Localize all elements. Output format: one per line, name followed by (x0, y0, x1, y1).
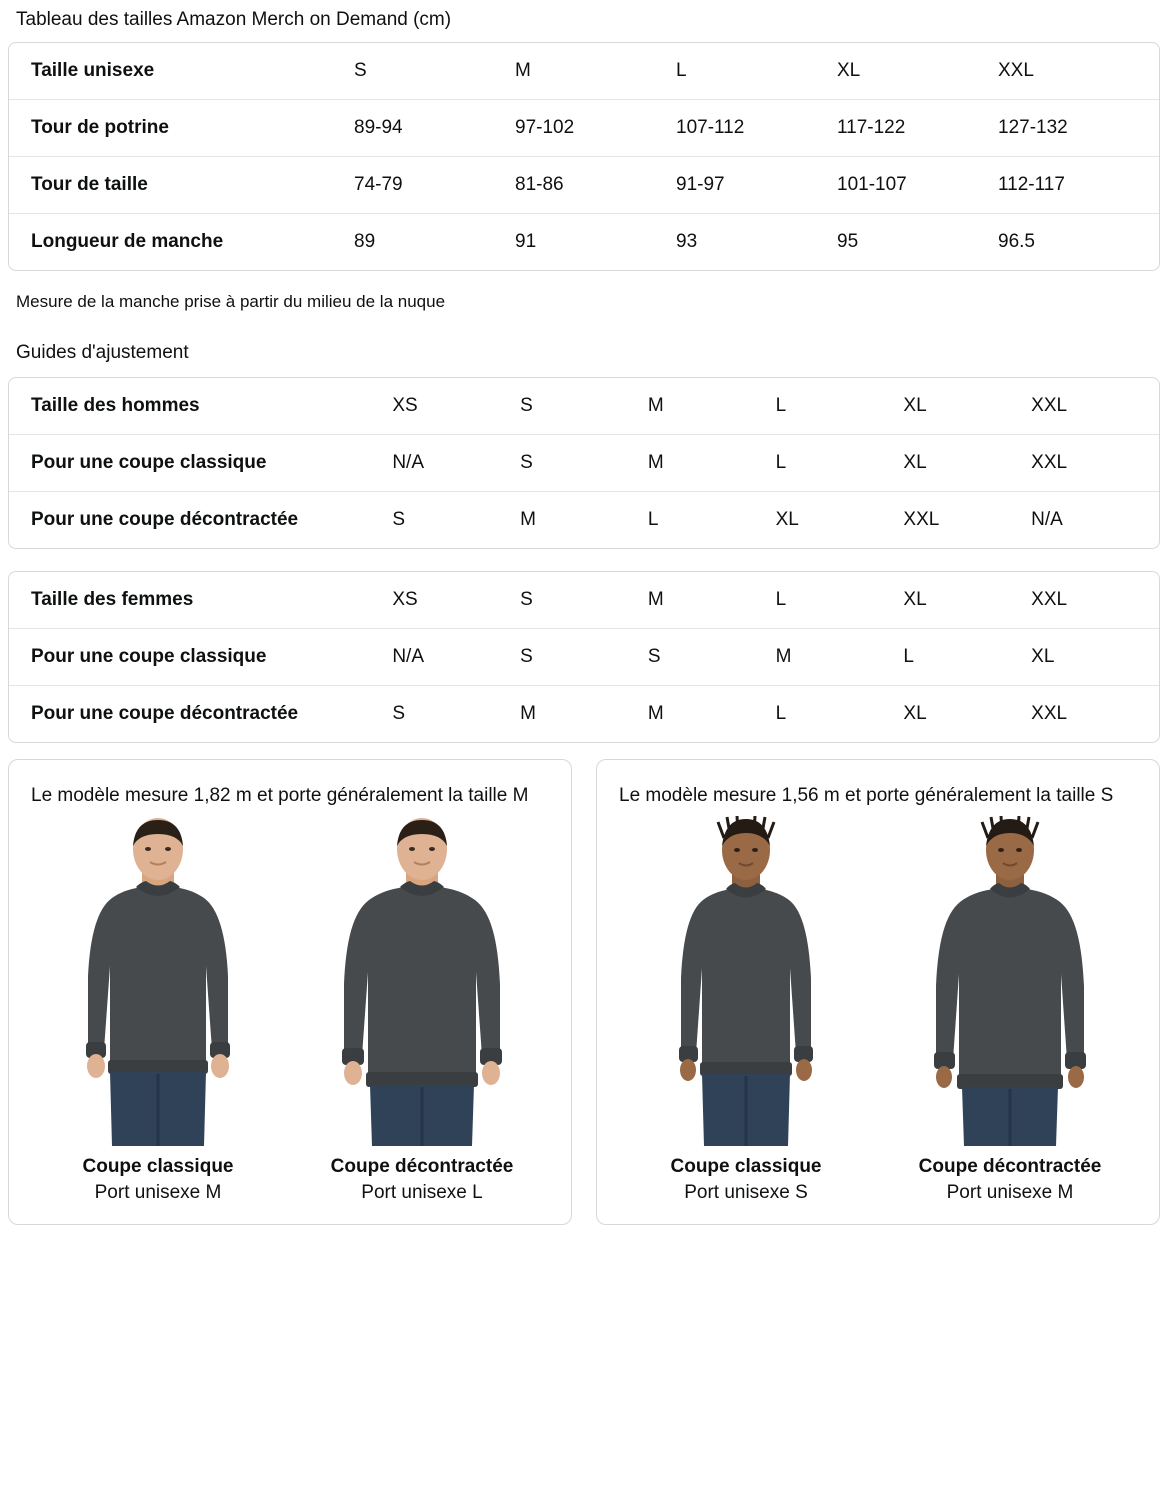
figure-wearing-label: Port unisexe M (946, 1182, 1074, 1203)
cell: M (520, 509, 536, 530)
cell: N/A (392, 629, 520, 686)
model-card-title: Le modèle mesure 1,56 m et porte généralement la taille S (619, 785, 1114, 806)
fit-guides-heading: Guides d'ajustement (16, 342, 189, 363)
cell: S (520, 435, 648, 492)
cell: 91-97 (676, 157, 837, 214)
cell: S (354, 43, 515, 100)
cell: N/A (392, 435, 520, 492)
model-card-title: Le modèle mesure 1,82 m et porte généralement la taille M (31, 785, 529, 806)
cell: XXL (998, 43, 1159, 100)
cell: S (392, 703, 406, 724)
women-fit-table-container (8, 571, 1160, 743)
cell: 95 (837, 231, 859, 252)
figure-wearing-label: Port unisexe S (684, 1182, 808, 1203)
sleeve-measure-note: Mesure de la manche prise à partir du milieu de la nuque (16, 292, 446, 311)
cell: L (776, 572, 904, 629)
table-row (9, 100, 1159, 157)
cell: XL (903, 378, 1031, 435)
cell: 112-117 (998, 157, 1159, 214)
cell: XL (903, 435, 1031, 492)
cell: 89 (354, 231, 376, 252)
figure-wearing-label: Port unisexe L (361, 1182, 483, 1203)
row-header: Pour une coupe décontractée (31, 509, 299, 530)
cell: 81-86 (515, 157, 676, 214)
row-header: Pour une coupe décontractée (31, 703, 299, 724)
table-row (9, 378, 1159, 435)
cell: S (520, 629, 648, 686)
table-row (9, 686, 1159, 743)
cell: L (776, 378, 904, 435)
figure-male-relaxed (298, 816, 547, 1206)
measurement-table-container (8, 42, 1160, 271)
cell: M (776, 629, 904, 686)
cell: XL (775, 509, 799, 530)
table-row (9, 214, 1159, 271)
cell: M (648, 572, 776, 629)
cell: 89-94 (354, 100, 515, 157)
cell: S (648, 629, 776, 686)
female-model-relaxed-illustration (910, 816, 1110, 1146)
figures-group (31, 816, 549, 1206)
cell: XL (903, 572, 1031, 629)
cell: 91 (515, 231, 537, 252)
cell: XXL (1031, 378, 1159, 435)
row-header: Tour de taille (9, 157, 354, 214)
cell: L (776, 435, 904, 492)
cell: M (648, 378, 776, 435)
male-model-relaxed-illustration (322, 816, 522, 1146)
men-fit-table (9, 378, 1159, 548)
figure-fit-label: Coupe classique (670, 1156, 822, 1177)
cell: S (392, 509, 406, 530)
figures-group (619, 816, 1137, 1206)
cell: XL (903, 703, 927, 724)
cell: XS (392, 572, 520, 629)
cell: 74-79 (354, 157, 515, 214)
figure-female-relaxed (886, 816, 1135, 1206)
cell: 127-132 (998, 100, 1159, 157)
cell: XXL (1031, 703, 1068, 724)
model-card-male (8, 759, 572, 1225)
cell: M (520, 703, 536, 724)
cell: XXL (1031, 572, 1159, 629)
cell: 97-102 (515, 100, 676, 157)
figure-female-classic (622, 816, 871, 1206)
cell: 101-107 (837, 157, 998, 214)
cell: L (676, 43, 837, 100)
figure-fit-label: Coupe décontractée (918, 1156, 1102, 1177)
cell: 117-122 (837, 100, 998, 157)
row-header: Taille unisexe (9, 43, 354, 100)
figure-male-classic (34, 816, 283, 1206)
cell: XS (392, 378, 520, 435)
cell: L (903, 629, 1031, 686)
cell: M (647, 703, 664, 724)
table-row (9, 435, 1159, 492)
cell: 96.5 (998, 231, 1035, 252)
cell: L (647, 509, 659, 530)
cell: XL (1031, 629, 1159, 686)
cell: 107-112 (676, 100, 837, 157)
row-header: Taille des femmes (9, 572, 392, 629)
cell: XXL (1031, 435, 1159, 492)
women-fit-table (9, 572, 1159, 742)
table-row (9, 492, 1159, 549)
figure-wearing-label: Port unisexe M (94, 1182, 222, 1203)
page-title: Tableau des tailles Amazon Merch on Demand (cm) (16, 9, 452, 30)
row-header: Pour une coupe classique (9, 435, 392, 492)
cell: N/A (1031, 509, 1063, 530)
model-card-female (596, 759, 1160, 1225)
figure-fit-label: Coupe décontractée (330, 1156, 514, 1177)
cell: M (515, 43, 676, 100)
table-row (9, 43, 1159, 100)
figure-fit-label: Coupe classique (82, 1156, 234, 1177)
cell: S (520, 572, 648, 629)
cell: M (648, 435, 776, 492)
row-header: Tour de potrine (9, 100, 354, 157)
cell: L (775, 703, 787, 724)
measurement-table (9, 43, 1159, 270)
table-row (9, 629, 1159, 686)
male-model-classic-illustration (58, 816, 258, 1146)
table-row (9, 157, 1159, 214)
men-fit-table-container (8, 377, 1160, 549)
cell: XXL (903, 509, 940, 530)
cell: S (520, 378, 648, 435)
model-cards-row (8, 759, 1160, 1225)
table-row (9, 572, 1159, 629)
row-header: Pour une coupe classique (9, 629, 392, 686)
row-header: Longueur de manche (31, 231, 224, 252)
cell: 93 (676, 231, 698, 252)
cell: XL (837, 43, 998, 100)
row-header: Taille des hommes (9, 378, 392, 435)
female-model-classic-illustration (646, 816, 846, 1146)
